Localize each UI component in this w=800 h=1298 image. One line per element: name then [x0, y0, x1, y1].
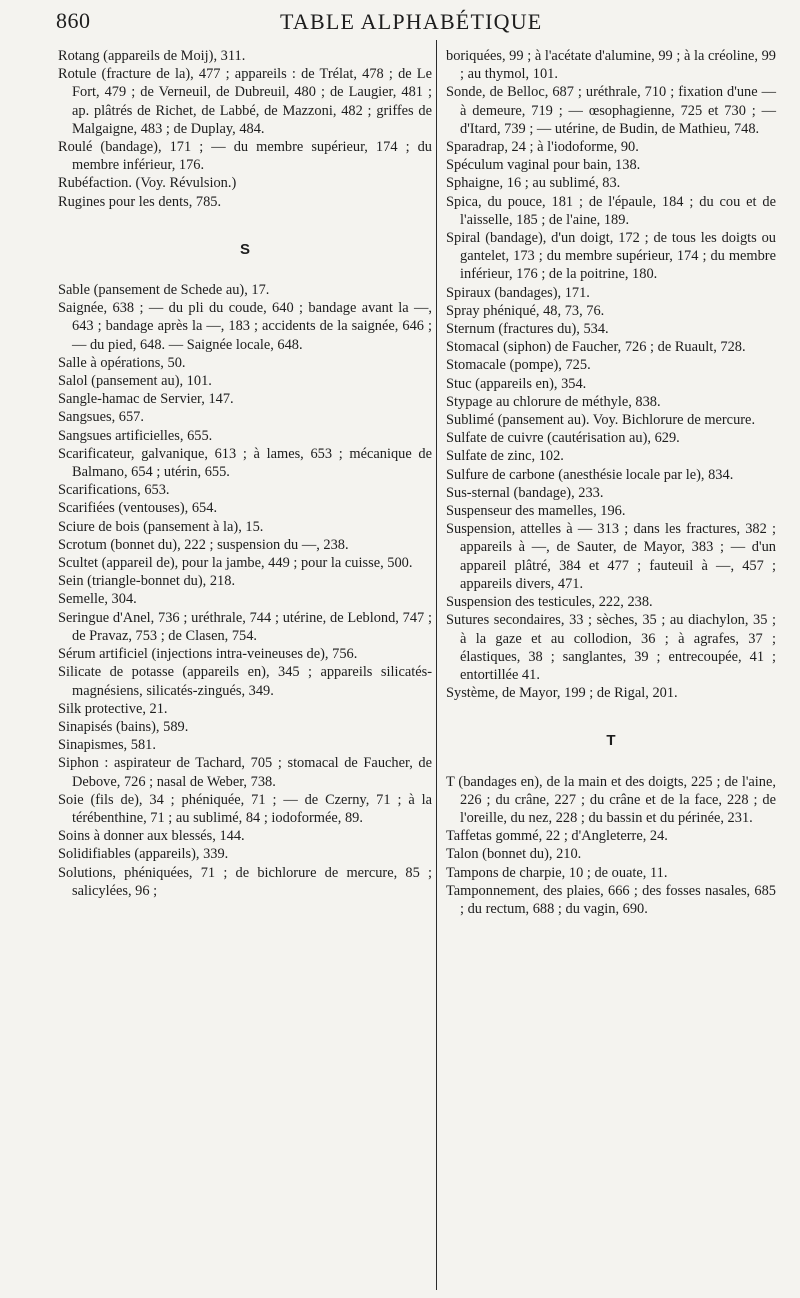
index-entry: T (bandages en), de la main et des doigts, 225 ; de l'aine, 226 ; du crâne, 227 ; du crâne et de la face, 228 ; de l'oreille, du nez, 228 ; du bassin et du périnée, 231. — [446, 773, 776, 826]
index-entry: Stomacal (siphon) de Faucher, 726 ; de Ruault, 728. — [446, 339, 746, 356]
index-entry: Suspenseur des mamelles, 196. — [446, 503, 626, 520]
index-entry: Sulfate de zinc, 102. — [446, 448, 564, 465]
index-entry: Scultet (appareil de), pour la jambe, 449 ; pour la cuisse, 500. — [58, 555, 413, 572]
index-entry: Roulé (bandage), 171 ; — du membre supérieur, 174 ; du membre inférieur, 176. — [58, 139, 432, 174]
index-entry: Spiral (bandage), d'un doigt, 172 ; de tous les doigts ou gantelet, 173 ; du membre supérieur, 174 ; du membre inférieur, 176 ; de la poitrine, 180. — [446, 230, 776, 283]
index-entry: Sublimé (pansement au). Voy. Bichlorure de mercure. — [446, 412, 756, 429]
index-entry: Seringue d'Anel, 736 ; uréthrale, 744 ; utérine, de Leblond, 747 ; de Pravaz, 753 ; de Clasen, 754. — [58, 609, 432, 644]
index-entry: Spica, du pouce, 181 ; de l'épaule, 184 ; du cou et de l'aisselle, 185 ; de l'aine, 189. — [446, 193, 776, 228]
index-entry: Sparadrap, 24 ; à l'iodoforme, 90. — [446, 139, 639, 156]
index-entry: Sable (pansement de Schede au), 17. — [58, 282, 270, 299]
index-entry: Sérum artificiel (injections intra-veineuses de), 756. — [58, 646, 358, 663]
index-entry: Scrotum (bonnet du), 222 ; suspension du —, 238. — [58, 536, 349, 553]
index-entry: Solutions, phéniquées, 71 ; de bichlorure de mercure, 85 ; salicylées, 96 ; — [58, 864, 432, 899]
index-entry: Système, de Mayor, 199 ; de Rigal, 201. — [446, 685, 678, 702]
index-entry: Salle à opérations, 50. — [58, 354, 186, 371]
index-entry: Sonde, de Belloc, 687 ; uréthrale, 710 ; fixation d'une — à demeure, 719 ; — œsophagienne, 725 et 730 ; — d'Itard, 739 ; — utérine, de Budin, de Mathieu, 748. — [446, 84, 776, 137]
index-entry: Rugines pour les dents, 785. — [58, 193, 222, 210]
index-entry: Sangsues artificielles, 655. — [58, 427, 213, 444]
index-entry: Tampons de charpie, 10 ; de ouate, 11. — [446, 864, 668, 881]
section-heading-t: T — [606, 732, 616, 750]
index-entry: Rotule (fracture de la), 477 ; appareils : de Trélat, 478 ; de Le Fort, 479 ; de Verneuil, de Dubreuil, 480 ; de Laugier, 481 ; ap. plâtrés de Richet, de Labbé, de Mazzoni, 482 ; griffes de Malgaigne, 483 ; de Duplay, 484. — [58, 66, 432, 137]
index-entry: Stypage au chlorure de méthyle, 838. — [446, 393, 661, 410]
index-entry: Saignée, 638 ; — du pli du coude, 640 ; bandage avant la —, 643 ; bandage après la —, 183 ; accidents de la saignée, 646 ; — du pied, 648. — Saignée locale, 648. — [58, 300, 432, 353]
index-entry: Sinapismes, 581. — [58, 737, 156, 754]
index-entry: Rubéfaction. (Voy. Révulsion.) — [58, 175, 237, 192]
index-entry: Scarifiées (ventouses), 654. — [58, 500, 218, 517]
index-entry: Stuc (appareils en), 354. — [446, 375, 587, 392]
section-heading-s: S — [239, 240, 250, 258]
index-entry: Tamponnement, des plaies, 666 ; des fosses nasales, 685 ; du rectum, 688 ; du vagin, 690. — [446, 882, 776, 917]
index-entry: Rotang (appareils de Moij), 311. — [58, 48, 246, 64]
index-entry: Silk protective, 21. — [58, 700, 168, 717]
index-entry: Salol (pansement au), 101. — [58, 373, 212, 390]
index-entry: Sinapisés (bains), 589. — [58, 718, 189, 735]
index-entry: Sutures secondaires, 33 ; sèches, 35 ; au diachylon, 35 ; à la gaze et au collodion, 36 ; à agrafes, 37 ; élastiques, 38 ; sanglantes, 39 ; entrecoupée, 41 ; entortillée 41. — [446, 612, 776, 683]
index-entry: Soins à donner aux blessés, 144. — [58, 828, 245, 845]
index-entry: Stomacale (pompe), 725. — [446, 357, 591, 374]
index-entry: boriquées, 99 ; à l'acétate d'alumine, 99 ; à la créoline, 99 ; au thymol, 101. — [446, 48, 776, 83]
index-entry: Sulfure de carbone (anesthésie locale par le), 834. — [446, 466, 734, 483]
index-entry: Soie (fils de), 34 ; phéniquée, 71 ; — de Czerny, 71 ; à la térébenthine, 71 ; au sublimé, 84 ; iodoformée, 89. — [58, 791, 432, 826]
index-entry: Talon (bonnet du), 210. — [446, 846, 582, 863]
index-entry: Sangsues, 657. — [58, 409, 144, 426]
column-divider — [436, 40, 437, 1290]
left-column — [58, 47, 432, 900]
index-entry: Sciure de bois (pansement à la), 15. — [58, 518, 264, 535]
index-entry: Sulfate de cuivre (cautérisation au), 629. — [446, 430, 680, 447]
index-entry: Sphaigne, 16 ; au sublimé, 83. — [446, 175, 621, 192]
index-entry: Sternum (fractures du), 534. — [446, 321, 609, 338]
index-entry: Silicate de potasse (appareils en), 345 ; appareils silicatés-magnésiens, silicatés-zingués, 349. — [58, 664, 432, 699]
index-entry: Sus-sternal (bandage), 233. — [446, 484, 604, 501]
index-entry: Scarificateur, galvanique, 613 ; à lames, 653 ; mécanique de Balmano, 654 ; utérin, 655. — [58, 445, 432, 481]
index-entry: Suspension des testicules, 222, 238. — [446, 594, 653, 611]
index-entry: Semelle, 304. — [58, 591, 137, 608]
running-title: TABLE ALPHABÉTIQUE — [280, 9, 543, 34]
index-entry: Sangle-hamac de Servier, 147. — [58, 391, 234, 408]
index-entry: Suspension, attelles à — 313 ; dans les fractures, 382 ; appareils à —, de Sauter, de Mayor, 383 ; — d'un appareil plâtré, 384 et 477 ; fauteuil à —, 457 ; appareils divers, 471. — [446, 521, 776, 592]
index-entry: Scarifications, 653. — [58, 482, 170, 499]
page-number: 860 — [56, 8, 91, 33]
index-entry: Taffetas gommé, 22 ; d'Angleterre, 24. — [446, 828, 668, 845]
index-entry: Spéculum vaginal pour bain, 138. — [446, 157, 641, 174]
right-column — [446, 47, 776, 918]
index-entry: Spray phéniqué, 48, 73, 76. — [446, 302, 605, 319]
index-entry: Sein (triangle-bonnet du), 218. — [58, 573, 236, 590]
index-entry: Solidifiables (appareils), 339. — [58, 846, 229, 863]
index-entry: Spiraux (bandages), 171. — [446, 284, 590, 301]
index-entry: Siphon : aspirateur de Tachard, 705 ; stomacal de Faucher, de Debove, 726 ; nasal de Weber, 738. — [58, 755, 432, 790]
